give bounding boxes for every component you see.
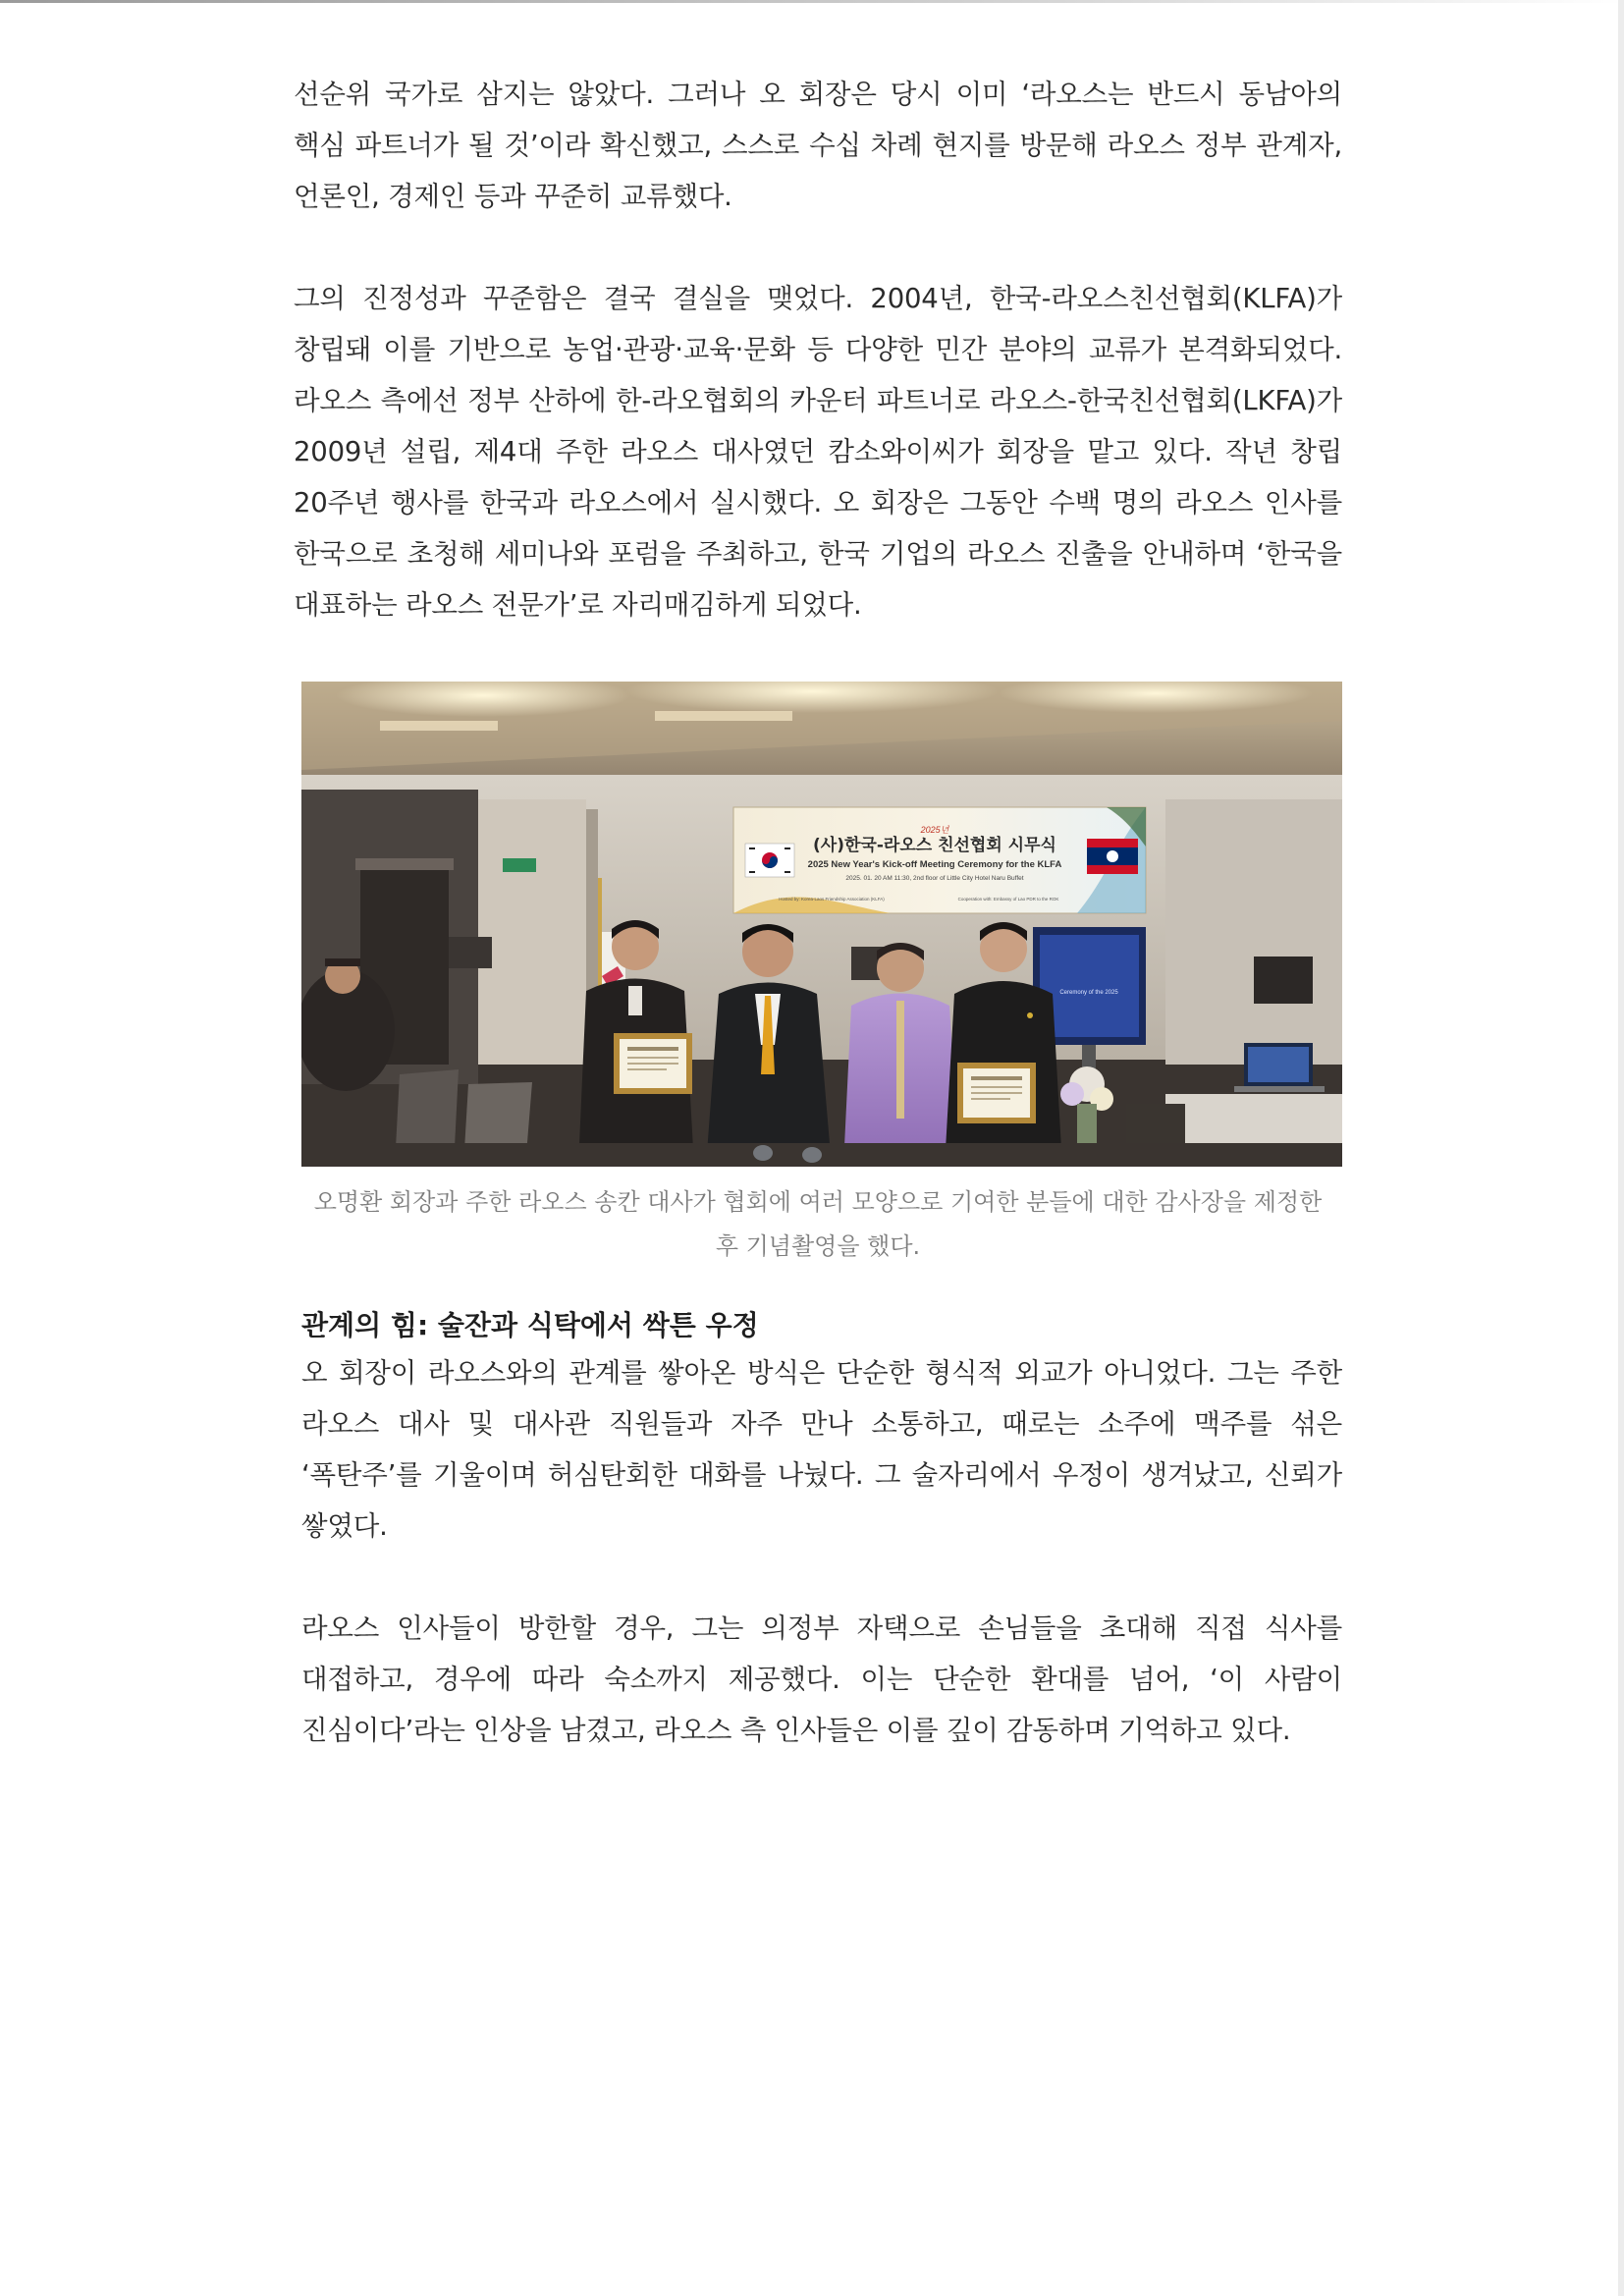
article-body — [294, 69, 1342, 1756]
banner-cooperation: Cooperation with: Embassy of Lao PDR to the ROK — [957, 897, 1059, 902]
flower-bouquet — [1060, 1066, 1113, 1143]
lao-flag-icon — [1087, 839, 1138, 874]
certificate-frame — [614, 1033, 692, 1094]
banner-subtitle: 2025 New Year's Kick-off Meeting Ceremony for the KLFA — [807, 859, 1062, 870]
article-paragraph: 라오스 인사들이 방한할 경우, 그는 의정부 자택으로 손님들을 초대해 직접 식사를 대접하고, 경우에 따라 숙소까지 제공했다. 이는 단순한 환대를 넘어, ‘이 사람이 진심이다’라는 인상을 남겼고, 라오스 측 인사들은 이를 깊이 감동하며 기억하고 있다. — [301, 1613, 1342, 1746]
banner-note: 2025년 — [920, 825, 949, 835]
article-paragraph: 선순위 국가로 삼지는 않았다. 그러나 오 회장은 당시 이미 ‘라오스는 반드시 동남아의 핵심 파트너가 될 것’이라 확신했고, 스스로 수십 차례 현지를 방문해 라오스 정부 관계자, 언론인, 경제인 등과 꾸준히 교류했다. — [294, 79, 1342, 212]
event-photo — [301, 682, 1342, 1167]
section-heading: 관계의 힘: 술잔과 식탁에서 싹튼 우정 — [301, 1309, 759, 1341]
screen-text: Ceremony of the 2025 — [1059, 990, 1118, 996]
certificate-frame — [957, 1063, 1036, 1123]
ceremony-banner — [733, 807, 1146, 913]
korean-flag-icon — [745, 844, 794, 877]
banner-host: Hosted by: Korea-Laos Friendship Association (KLFA) — [779, 897, 885, 902]
article-paragraph: 그의 진정성과 꾸준함은 결국 결실을 맺었다. 2004년, 한국-라오스친선협회(KLFA)가 창립돼 이를 기반으로 농업·관광·교육·문화 등 다양한 민간 분야의 교류가 본격화되었다. 라오스 측에선 정부 산하에 한-라오협회의 카운터 파트너로 라오스-한국친선협회(LKFA)가 2009년 설립, 제4대 주한 라오스 대사였던 캄소와이씨가 회장을 맡고 있다. 작년 창립 20주년 행사를 한국과 라오스에서 실시했다. 오 회장은 그동안 수백 명의 라오스 인사를 한국으로 초청해 세미나와 포럼을 주최하고, 한국 기업의 라오스 진출을 안내하며 ‘한국을 대표하는 라오스 전문가’로 자리매김하게 되었다. — [294, 283, 1342, 621]
laptop — [1234, 1043, 1325, 1092]
scan-edge-shade — [1618, 0, 1624, 2296]
ceremony-photo-illustration — [301, 682, 1342, 1167]
banner-title: (사)한국-라오스 친선협회 시무식 — [813, 836, 1056, 855]
article-paragraph: 오 회장이 라오스와의 관계를 쌓아온 방식은 단순한 형식적 외교가 아니었다. 그는 주한 라오스 대사 및 대사관 직원들과 자주 만나 소통하고, 때로는 소주에 맥주를 섞은 ‘폭탄주’를 기울이며 허심탄회한 대화를 나눴다. 그 술자리에서 우정이 생겨났고, 신뢰가 쌓였다. — [301, 1357, 1342, 1542]
banner-detail: 2025. 01. 20 AM 11:30, 2nd floor of Little City Hotel Naru Buffet — [845, 875, 1024, 882]
page-top-rule — [0, 0, 1624, 3]
photo-caption: 오명환 회장과 주한 라오스 송칸 대사가 협회에 여러 모양으로 기여한 분들에 대한 감사장을 제정한 후 기념촬영을 했다. — [313, 1188, 1323, 1260]
